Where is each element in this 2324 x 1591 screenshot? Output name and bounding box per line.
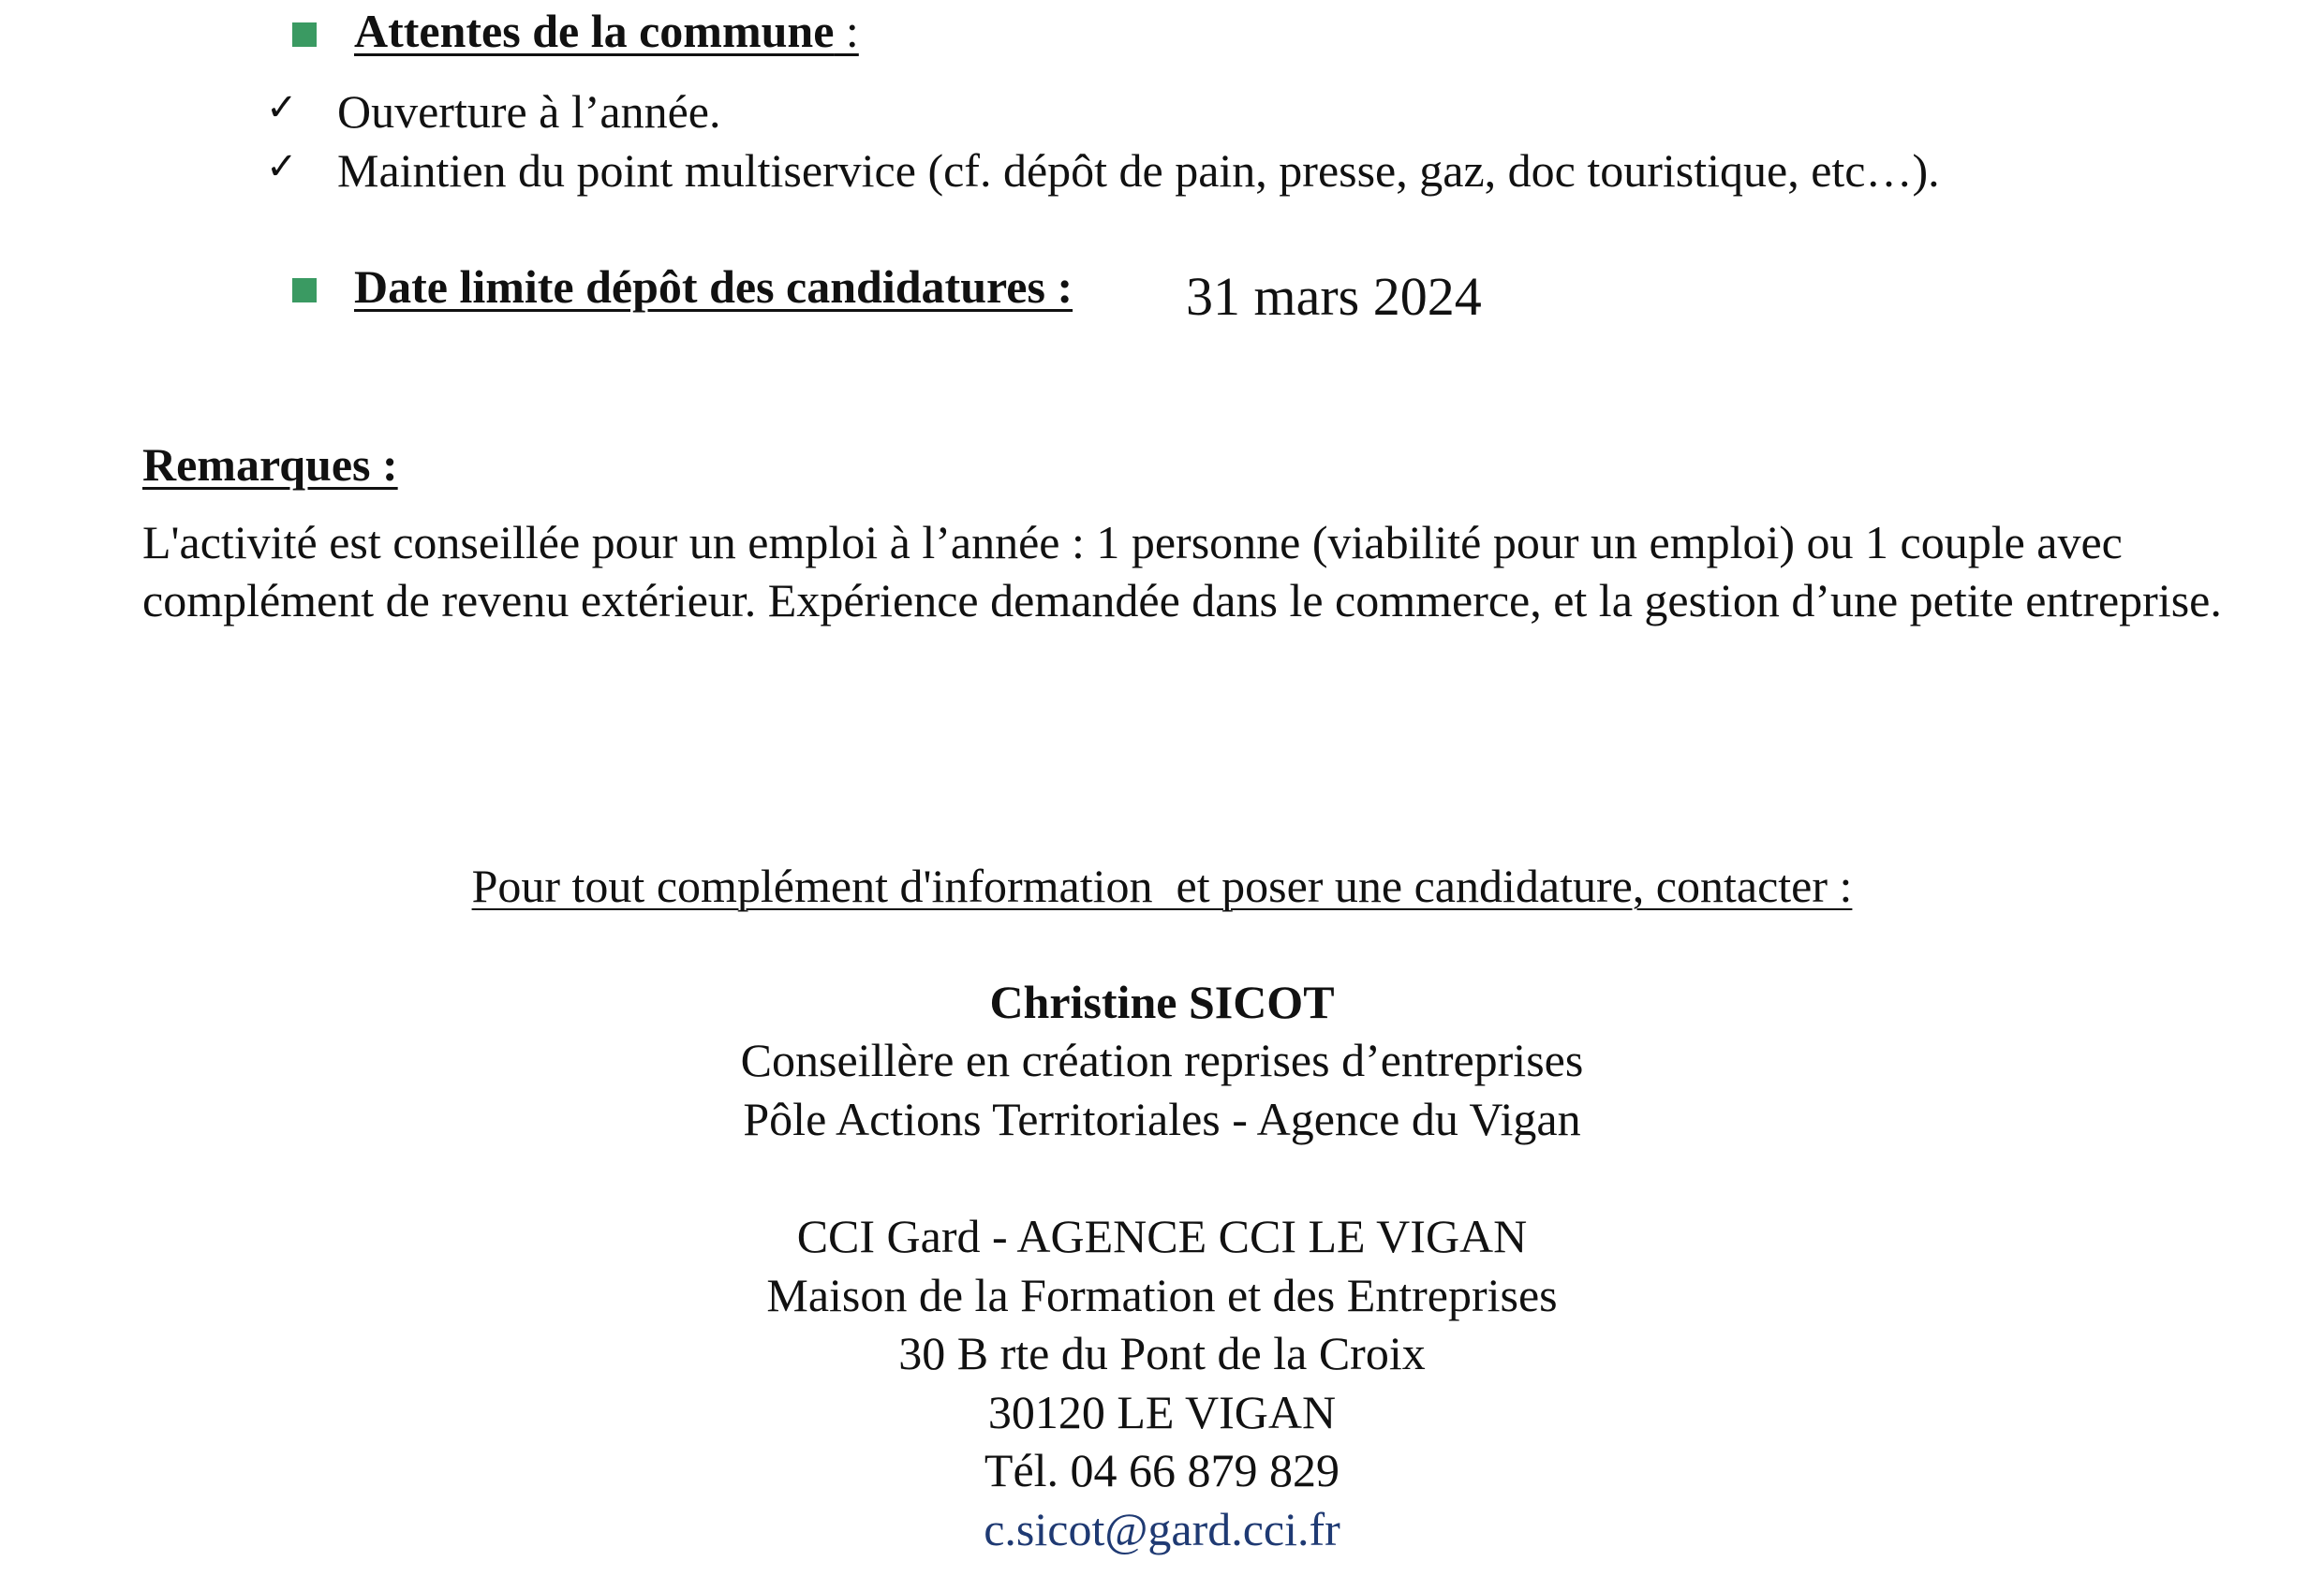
expectation-item-1: Ouverture à l’année. — [337, 85, 721, 138]
checkmark-icon: ✓ — [266, 86, 298, 129]
contact-intro: Pour tout complément d'information et poser une candidature, contacter : — [471, 860, 1853, 912]
contact-email-line — [0, 1500, 2324, 1558]
green-square-bullet-icon — [292, 278, 317, 302]
green-square-bullet-icon — [292, 22, 317, 47]
expectation-item-2: Maintien du point multiservice (cf. dépôt de pain, presse, gaz, doc touristique, etc…). — [337, 144, 1940, 197]
contact-name: Christine SICOT — [989, 976, 1335, 1028]
remarks-paragraph: L'activité est conseillée pour un emploi à l’année : 1 personne (viabilité pour un emploi) ou 1 couple avec complément de revenu extérieur. Expérience demandée dans le commerce, et la gestion d’une petite entreprise. — [142, 516, 2222, 626]
contact-department: Pôle Actions Territoriales - Agence du Vigan — [743, 1093, 1581, 1145]
contact-email-link[interactable]: c.sicot@gard.cci.fr — [984, 1503, 1340, 1555]
contact-building: Maison de la Formation et des Entreprises — [766, 1269, 1558, 1321]
deadline-heading: Date limite dépôt des candidatures : — [354, 260, 1073, 313]
contact-phone: Tél. 04 66 879 829 — [984, 1444, 1340, 1496]
contact-role: Conseillère en création reprises d’entreprises — [740, 1034, 1584, 1086]
contact-name-line — [0, 973, 2324, 1031]
contact-intro-line — [0, 857, 2324, 915]
contact-street: 30 B rte du Pont de la Croix — [898, 1327, 1426, 1379]
contact-city: 30120 LE VIGAN — [987, 1386, 1337, 1438]
contact-organization: CCI Gard - AGENCE CCI LE VIGAN — [796, 1210, 1528, 1262]
checkmark-icon: ✓ — [266, 145, 298, 188]
expectations-heading: Attentes de la commune : — [354, 5, 859, 57]
deadline-date: 31 mars 2024 — [1186, 266, 1482, 327]
remarks-heading: Remarques : — [142, 438, 398, 491]
